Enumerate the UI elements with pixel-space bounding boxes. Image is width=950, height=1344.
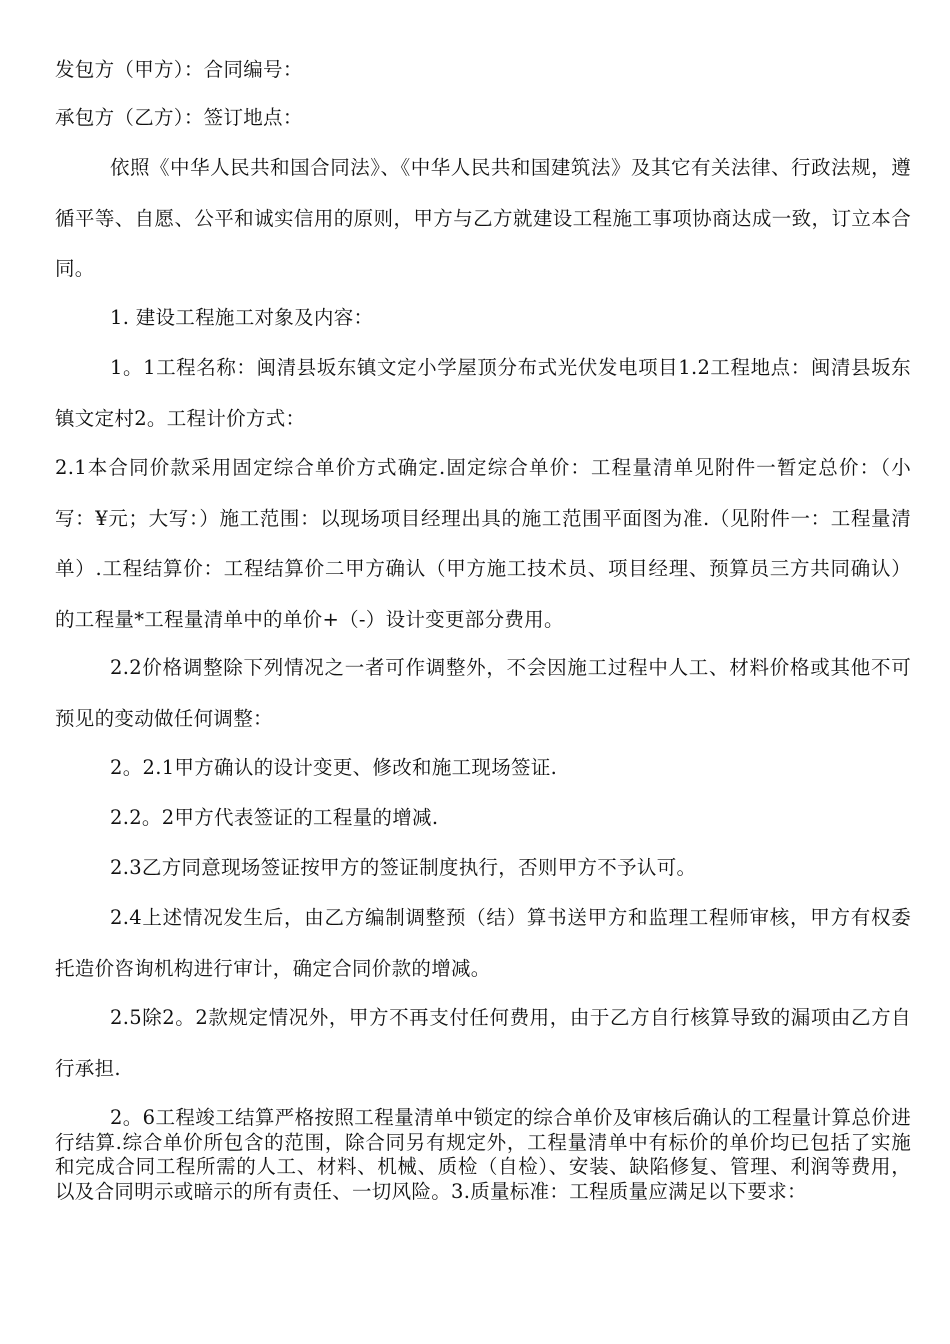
party-a-line: 发包方（甲方）：合同编号： [55,58,303,81]
clause-2-6-paragraph: 2。6工程竣工结算严格按照工程量清单中锁定的综合单价及审核后确认的工程量计算总价进行结算.综合单价所包含的范围，除合同另有规定外，工程量清单中有标价的单价均已包括了实施和完成合同工程所需的人工、材料、机械、质检（自检）、安装、缺陷修复、管理、利润等费用，以及合同明示或暗示的所有责任、一切风险。3.质量标准：工程质量应满足以下要求： [55,1106,911,1203]
party-b-line: 承包方（乙方）：签订地点： [55,106,303,129]
clause-1-1-paragraph: 1。1工程名称：闽清县坂东镇文定小学屋顶分布式光伏发电项目1.2工程地点：闽清县坂东镇文定村2。工程计价方式： [55,356,911,430]
clause-2-2-2-paragraph: 2.2。2甲方代表签证的工程量的增减. [110,806,439,829]
clause-2-3-paragraph: 2.3乙方同意现场签证按甲方的签证制度执行，否则甲方不予认可。 [110,856,697,879]
clause-2-2-paragraph: 2.2价格调整除下列情况之一者可作调整外，不会因施工过程中人工、材料价格或其他不可预见的变动做任何调整： [55,656,911,730]
clause-2-1-paragraph: 2.1本合同价款采用固定综合单价方式确定.固定综合单价：工程量清单见附件一暂定总价：（小写：¥元；大写：）施工范围：以现场项目经理出具的施工范围平面图为准.（见附件一：工程量清单）.工程结算价：工程结算价二甲方确认（甲方施工技术员、项目经理、预算员三方共同确认）的工程量*工程量清单中的单价+（-）设计变更部分费用。 [55,456,911,631]
section-1-heading: 1. 建设工程施工对象及内容： [110,306,374,329]
clause-2-2-1-paragraph: 2。2.1甲方确认的设计变更、修改和施工现场签证. [110,756,558,779]
preamble-paragraph: 依照《中华人民共和国合同法》、《中华人民共和国建筑法》及其它有关法律、行政法规，遵循平等、自愿、公平和诚实信用的原则，甲方与乙方就建设工程施工事项协商达成一致，订立本合同。 [55,156,911,280]
clause-2-5-paragraph: 2.5除2。2款规定情况外，甲方不再支付任何费用，由于乙方自行核算导致的漏项由乙方自行承担. [55,1006,911,1080]
clause-2-4-paragraph: 2.4上述情况发生后，由乙方编制调整预（结）算书送甲方和监理工程师审核，甲方有权委托造价咨询机构进行审计，确定合同价款的增减。 [55,906,911,980]
